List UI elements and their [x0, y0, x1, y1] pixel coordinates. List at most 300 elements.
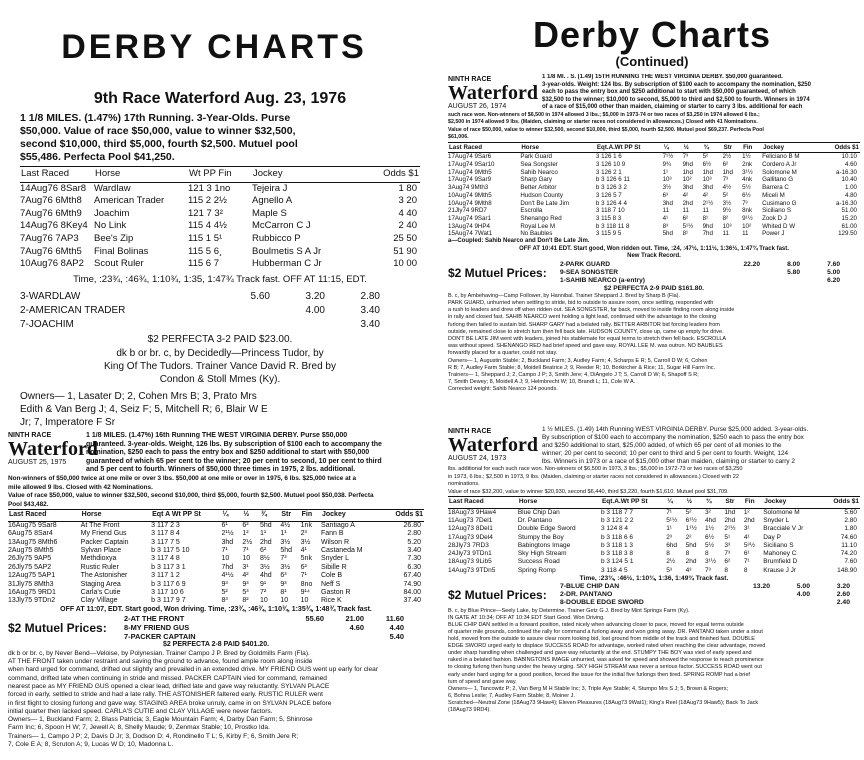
owners-line: Owners— 1, Lasater D; 2, Cohen Mrs B; 3, Prato Mrs — [20, 390, 257, 402]
table-cell: 9¹⁴ — [300, 589, 310, 596]
table-cell: 2hd — [259, 538, 272, 546]
table-cell: Snyder L — [321, 555, 350, 563]
table-cell: 115 4 4½ — [188, 220, 227, 232]
column-header: Last Raced — [449, 498, 484, 506]
table-cell: 14Aug76 8Sar8 — [20, 182, 87, 194]
column-header: Str — [723, 143, 733, 151]
table-cell: 2² — [685, 533, 692, 541]
table-row — [448, 200, 860, 208]
table-cell: 4¹ — [662, 214, 669, 222]
column-header: Eqt A Wt PP St — [152, 511, 201, 519]
comment-line: when hard urged for command, drifted out slightly and prevailed in an extended drive. MY FRIEND GUS went up early for clear — [8, 666, 379, 674]
race-1973-box — [448, 426, 542, 466]
mutuel-row — [560, 277, 840, 285]
table-cell: 10Aug74 9Mth8 — [448, 199, 492, 207]
race-1973-conditions-top — [542, 426, 860, 466]
race-1974-off: OFF AT 10:41 EDT. Start good, Won ridden out. Time, :24, :47½, 1:11½, 1:36½, 1:47¾ Track fast. — [519, 245, 789, 252]
table-cell: 9hd — [682, 161, 693, 168]
table-row — [8, 547, 424, 555]
table-cell: Don't Be Late Jim — [520, 199, 569, 207]
table-cell: 14Aug76 8Key4 — [20, 220, 88, 232]
table-cell: 10.40 — [841, 176, 857, 184]
column-header: Jockey — [763, 143, 785, 151]
table-cell: Power J — [762, 230, 785, 238]
race-1975-mutuels — [124, 615, 404, 641]
table-cell: 5½ — [705, 541, 715, 549]
table-cell: 8nk — [742, 207, 753, 215]
table-cell: 1hd — [722, 168, 733, 176]
mutuel-price: 55.60 — [305, 614, 324, 624]
mutuel-horse: 7-BLUE CHIP DAN — [560, 583, 620, 591]
comment-line: command, drifted late when continuing in stride and missed. PACKER CAPTAIN vied for command, remained — [8, 674, 327, 682]
table-cell: 7.60 — [844, 558, 857, 566]
mutuel-price — [284, 624, 324, 633]
table-cell: 7³ — [705, 566, 711, 574]
table-cell: 6² — [242, 521, 249, 529]
condition-line: lbs. Winners in 1973 or a race of $15,000 other than maiden, claiming or starter to carry 2 — [542, 458, 795, 465]
mutuel-row — [20, 304, 380, 318]
table-cell: 74.20 — [840, 550, 857, 558]
table-cell: 9½ — [722, 207, 732, 215]
mutuel-price: 6.20 — [827, 276, 840, 284]
table-cell: Tejeira J — [252, 182, 288, 194]
table-cell: 3hd — [662, 199, 673, 207]
race-1975 — [8, 432, 424, 749]
table-cell: 5³ — [666, 566, 672, 574]
race-date: AUGUST 26, 1974 — [448, 103, 507, 110]
table-cell: Cole B — [321, 572, 343, 580]
table-cell: b 3 118 7 7 — [600, 508, 633, 516]
table-cell: 5nk — [300, 555, 312, 563]
table-cell: 16Aug75 9Sar8 — [8, 521, 57, 529]
table-cell: 8no — [300, 580, 313, 588]
table-cell: Sibille R — [321, 563, 347, 571]
table-cell: Day P — [763, 533, 781, 541]
breeding-line: dk b or br. c, by Decidedly—Princess Tudor, by — [116, 347, 324, 359]
table-cell: 115 6 7 — [188, 258, 219, 270]
table-cell: 11 — [722, 230, 729, 238]
race-1974-record: New Track Record. — [627, 253, 681, 260]
race-1975-perfecta: $2 PERFECTA 2-8 PAID $401.20. — [162, 641, 270, 649]
mutuel-price — [284, 633, 324, 642]
comment-line: furlong then failed to sustain bid. SHARP GARY had a belated rally. BETTER ARBITOR bid forcing leaders from — [448, 321, 720, 328]
table-cell: 8 — [705, 550, 709, 558]
table-cell: 6¹½ — [685, 516, 697, 524]
comment-line: 7, Cole E A; 8, Scruton A; 9, Lucas W D; 10, Madonna L. — [8, 741, 174, 749]
table-cell: 2hd — [682, 199, 693, 207]
race-1973-header — [448, 426, 860, 466]
table-cell: 15Aug74 7Wat1 — [448, 230, 493, 238]
table-cell: 3 126 1 6 — [595, 153, 622, 161]
mutuel-price — [720, 277, 760, 285]
left-page — [0, 0, 428, 760]
race-1974 — [448, 74, 860, 394]
table-cell: 1¹½ — [685, 525, 697, 533]
table-cell: 8¹ — [702, 214, 709, 222]
mutuel-row — [560, 261, 840, 269]
table-cell: 8 — [666, 550, 670, 558]
table-cell: American Trader — [94, 195, 165, 207]
table-cell: Rice K — [321, 597, 342, 605]
table-cell: 5³½ — [743, 541, 756, 549]
table-cell: 61.00 — [841, 222, 857, 230]
table-cell: 10.10 — [841, 153, 857, 161]
mutuel-horse: 7-PACKER CAPTAIN — [124, 631, 196, 641]
column-header: ½ — [243, 511, 250, 519]
table-cell: 3 126 10 9 — [595, 161, 626, 168]
race-1974-conditions-bottom — [448, 112, 860, 142]
table-cell: 5½ — [742, 184, 751, 192]
comment-line: raked in a belated fashion. BABINGTONS IMAGE unhurried, was asked for speed and showed the response to reach prominence — [448, 657, 764, 664]
table-cell: 3hd — [221, 538, 234, 546]
column-header: Eqt.A.Wt PP St — [601, 498, 648, 506]
table-cell: 7³ — [722, 176, 729, 184]
table-cell: 7² — [259, 589, 267, 596]
table-cell: 51.00 — [841, 207, 857, 215]
table-cell: 8³ — [221, 597, 228, 605]
table-cell: 3½ — [259, 563, 270, 571]
table-cell: No Link — [94, 220, 127, 232]
table-cell: 37.40 — [403, 597, 421, 605]
col-last-raced: Last Raced — [21, 168, 70, 179]
table-cell: a-16.30 — [836, 199, 857, 207]
table-cell: Siciliano S — [762, 207, 791, 215]
table-row — [8, 521, 424, 530]
comment-line: forced in early, settled to stride and had a late rally. THE ASTONISHER faltered early. RUSTIC RULER went — [8, 691, 323, 699]
table-cell: b 3 118 11 8 — [595, 222, 630, 230]
table-cell: Brumfield D — [763, 558, 798, 566]
condition-line: Non-winners of $50,000 twice at one mile or over 3 lbs. $50,000 at one mile or over in 1975, 6 lbs. $25,000 twice at a — [8, 474, 357, 482]
column-header: Eqt.A.Wt PP St — [596, 143, 641, 151]
condition-line: $61,006. — [448, 134, 469, 141]
table-cell: 3¹ — [242, 563, 249, 571]
table-cell: 4nk — [742, 176, 753, 184]
table-cell: 9³ — [280, 580, 287, 588]
table-cell: 10 — [242, 555, 251, 563]
table-cell: 7³ — [724, 550, 731, 558]
table-cell: 12Aug75 5AP1 — [8, 572, 56, 580]
table-cell: 2³ — [300, 530, 307, 538]
table-cell: 8³ — [662, 222, 669, 230]
table-cell: 6Aug75 8Sar4 — [8, 530, 53, 538]
table-cell: b 3 117 3 1 — [151, 563, 186, 571]
table-row — [448, 215, 860, 223]
table-cell: b 3 126 4 4 — [595, 199, 627, 207]
mutuel-price: 21.00 — [345, 614, 364, 624]
race-1974-mutuels — [560, 261, 840, 285]
mutuel-price: 4.60 — [349, 623, 364, 632]
table-cell: b 3 118 6 6 — [600, 533, 633, 541]
table-cell: 31Jly75 8Mth3 — [8, 580, 54, 588]
mutuel-price — [210, 304, 270, 318]
race-1974-table — [448, 142, 860, 238]
race-date: AUGUST 24, 1973 — [448, 455, 507, 462]
mutuel-horse: 2-AMERICAN TRADER — [20, 304, 126, 316]
table-row — [448, 567, 860, 575]
table-cell: 17Aug74 9Sar9 — [448, 176, 492, 184]
table-cell: 5² — [685, 508, 692, 516]
table-cell: 115 2 2½ — [188, 195, 227, 207]
table-header — [20, 167, 420, 183]
table-cell: 84.00 — [403, 589, 421, 596]
table-cell: 51 90 — [393, 245, 417, 257]
race-1973-table — [448, 496, 860, 575]
table-cell: 7hd — [702, 230, 713, 238]
condition-line: and 5 per cent to fourth. Winners of $50,000 three times in 1975, 2 lbs. additional. — [86, 466, 356, 474]
comment-line: of quarter mile grounds, continued the rally for command a furlong away and won going away. DR. PANTANO taken under a stout — [448, 628, 763, 635]
table-cell: Spring Romp — [517, 566, 556, 574]
table-row — [448, 223, 860, 231]
comment-line: dk b or br. c, by Never Bend—Veloise, by Polynesian. Trainer Campo J P. Bred by Goldmills Farm (Fla). — [8, 649, 310, 657]
table-cell: Joachim — [94, 207, 130, 219]
table-cell: b 3 121 2 2 — [600, 516, 634, 524]
table-cell: 10 — [280, 597, 289, 605]
table-cell: 8 — [724, 566, 729, 574]
mutuel-row — [560, 599, 850, 607]
col-jockey: Jockey — [253, 168, 283, 179]
table-cell: 7.30 — [407, 555, 421, 563]
table-row — [448, 184, 860, 192]
column-header: Horse — [81, 511, 102, 519]
mutuel-price — [324, 633, 364, 642]
table-cell: 115 1 5¹ — [188, 232, 223, 244]
comment-line: Corrected weight: Sahib Nearco 124 pounds. — [448, 386, 558, 393]
table-cell: 3 117 8 4 — [151, 530, 180, 538]
table-cell: 1hd — [702, 168, 713, 176]
mutuel-price: 5.00 — [827, 268, 840, 276]
race-1975-table — [8, 509, 424, 605]
table-cell: 3½ — [300, 538, 311, 546]
comment-line: Trainers— 1, Sheppard J; 2, Campo J P; 3, Smith Jere; 4, DiAngelo J T; 5, Carroll D W; 6, Shapoff S R; — [448, 372, 699, 379]
table-cell: 9¾ — [662, 161, 672, 168]
condition-line: guaranteed. 3-year-olds. Weight, 126 lbs. By subscription of $100 each to accompany the — [86, 440, 382, 448]
table-cell: 24Jly73 9TDn1 — [448, 550, 492, 558]
table-header — [448, 497, 860, 508]
race-1975-off: OFF AT 11:07, EDT. Start good, Won driving. Time, :23¾, :46¾, 1:10¾, 1:35¾, 1:48¾ Track fast. — [60, 605, 372, 613]
mutuel-price: 5.80 — [787, 268, 800, 276]
table-row — [8, 572, 424, 580]
comment-line: was without speed. SHENANGO RED had brief speed and gave way. ROYAL LEE M. was outrun. NO BAUBLES — [448, 343, 723, 350]
table-cell: Rubbicco P — [252, 232, 301, 244]
condition-line: and $250 additional to start, $25,000 added, of which 65 per cent of all monies to the — [542, 442, 782, 449]
mutuel-label: $2 Mutuel Prices: — [8, 621, 107, 636]
table-cell: 8² — [242, 597, 249, 605]
table-cell: 6½ — [742, 191, 751, 199]
table-cell: The Astonisher — [80, 572, 128, 580]
table-cell: 18Aug73 9Lib5 — [448, 558, 492, 566]
column-header: Str — [281, 511, 292, 519]
race-1973-comment — [448, 608, 860, 714]
table-cell: Whited D W — [762, 222, 796, 230]
table-row — [20, 246, 420, 259]
table-cell: Castaneda M — [321, 546, 363, 554]
table-cell: b 3 118 1 3 — [600, 541, 633, 549]
mutuel-price — [770, 599, 810, 607]
comment-line: B. c, by Blue Prince—Seely Lake, by Determine. Trainer Getz G J. Bred by Mint Springs Farm (Ky). — [448, 607, 690, 614]
table-cell: Gallitano G — [762, 176, 794, 184]
table-cell: Hubberman C Jr — [252, 258, 322, 270]
mutuel-row — [560, 269, 840, 277]
table-cell: 2hd — [743, 516, 755, 524]
table-cell: 2hd — [724, 516, 736, 524]
table-cell: 1 80 — [398, 182, 417, 194]
table-cell: 9³ — [221, 580, 228, 588]
condition-line: 1 ½ MILES. (1.49) 14th Running WEST VIRGINIA DERBY. Purse $25,000 added. 3-year-olds. — [542, 426, 809, 433]
column-header: Horse — [518, 498, 538, 506]
condition-line: Value of race $32,200, value to winner $20,930, second $6,440, third $3,220, fourth $1,610. Mutuel pool $31,709. — [448, 488, 729, 495]
table-cell: 6³ — [280, 572, 287, 580]
race-1975-conditions-bottom — [8, 475, 424, 509]
condition-line: such race won. Non-winners of $6,500 in 1974 allowed 3 lbs.; $5,000 in 1973-74 or two races of $3,250 in 1974 allowed 6 lbs.; — [448, 111, 760, 118]
race-1973-mutuels — [560, 583, 850, 608]
table-cell: My Friend Gus — [80, 530, 127, 538]
table-cell: 4.60 — [844, 161, 857, 168]
column-header: Odds $1 — [395, 511, 423, 519]
table-row — [20, 195, 420, 208]
column-header: Str — [725, 498, 735, 506]
table-cell: b 3 117 5 10 — [151, 546, 190, 554]
table-cell: Wardlaw — [94, 182, 131, 194]
table-cell: At The Front — [80, 521, 120, 529]
comment-line: PARK GUARD, unhurried when settling to stride, bid to outside to assure room, once settling, responded with — [448, 300, 714, 307]
table-cell: 8² — [722, 214, 729, 222]
race-1976-time: Time, :23¾, :46¾, 1:10¾, 1:35, 1:47¾ Track fast. OFF AT 11:15, EDT. — [73, 273, 367, 285]
table-cell: 6hd — [666, 541, 678, 549]
race-1976-table — [20, 166, 420, 271]
mutuel-price — [730, 599, 770, 607]
column-header: ¾ — [706, 498, 712, 506]
table-cell: 6¹ — [221, 521, 228, 529]
race-1976-conditions — [20, 112, 420, 164]
table-cell: Sky High Stream — [517, 550, 567, 558]
table-cell: Miceli M — [762, 191, 785, 199]
table-cell: Agnello A — [252, 195, 293, 207]
comment-line: DON'T BE LATE JIM went with leaders, joined his stablemate for equal terms to stretch then fell back. ESCROLLA — [448, 336, 727, 343]
comment-line: forwardly placed for a quarter, could not stay. — [448, 350, 558, 357]
comment-line: Farm Inc; 6, Spoon H W; 7, Jewell A; 8, Shelly Maude; 9, Zenmax Stable; 10, Prostko Ida. — [8, 724, 270, 732]
race-1976-breeding — [20, 347, 420, 386]
table-cell: Success Road — [517, 558, 560, 566]
table-cell: Staging Area — [80, 580, 121, 588]
comment-line: under sharp handling when challenged and gave way reluctantly at the end. STUMPY THE BOY was vied of early speed and — [448, 650, 752, 657]
table-cell: 8¹ — [682, 230, 689, 238]
table-cell: 3hd — [682, 184, 693, 192]
table-row — [448, 192, 860, 200]
table-cell: 3 118 4 5 — [600, 566, 628, 574]
table-cell: 10Aug76 8AP2 — [20, 258, 84, 270]
table-cell: 9hd — [702, 222, 713, 230]
table-cell: 4 40 — [398, 207, 417, 219]
race-label: NINTH RACE — [448, 428, 492, 435]
column-header: Horse — [521, 143, 539, 151]
table-cell: 11 — [682, 207, 689, 215]
table-cell: 13Aug75 8Mth6 — [8, 538, 58, 546]
table-cell: 3 115 9 5 — [595, 230, 622, 238]
table-row — [448, 525, 860, 533]
table-cell: 4² — [702, 191, 709, 199]
table-cell: 10² — [742, 222, 752, 230]
table-cell: 3¹½ — [742, 168, 753, 176]
comment-line: IN GATE AT 10:34; OFF AT 10:34 EDT Start Good. Won Driving. — [448, 614, 605, 621]
comment-line: R B; 7, Audley Farm Stable; 8, Moidell Beatrice J; 9, Reeder R; 10, Borkircher & Rice; 11, Sugar Hill Farm Inc. — [448, 364, 716, 371]
comment-line: Scratched—Neutral Zone (18Aug73 9Haw4); Eleven Pleasures (18Aug73 9Wat1); King's Reel (18Aug73 9Haw5); Back To Jack — [448, 699, 759, 706]
table-cell: 8¹ — [280, 589, 287, 596]
table-header — [448, 142, 860, 153]
table-cell: 5hd — [662, 230, 673, 238]
table-cell: 3½ — [280, 563, 291, 571]
table-cell: 2³ — [666, 533, 672, 541]
mutuel-price: 8.00 — [787, 260, 800, 268]
table-cell: 13Aug74 9HP4 — [448, 222, 490, 230]
table-cell: 8½ — [259, 555, 270, 563]
table-cell: Carla's Cutie — [80, 589, 121, 596]
race-1976-heading: 9th Race Waterford Aug. 23, 1976 — [93, 90, 347, 107]
table-cell: 1¹ — [259, 530, 267, 538]
table-cell: 11 — [662, 207, 669, 215]
table-row — [448, 517, 860, 525]
table-cell: 6½ — [705, 533, 715, 541]
column-header: ¾ — [260, 511, 267, 519]
table-cell: 2½ — [242, 538, 253, 546]
table-cell: b 3 117 6 9 — [151, 580, 186, 588]
table-cell: Final Bolinas — [94, 245, 149, 257]
table-cell: 17Aug74 9Sar1 — [448, 214, 492, 222]
table-cell: Sahib Nearco — [520, 168, 558, 176]
comment-line: EDGE SWORD urged early to displace SUCCESS ROAD for advantage, worked rated when reaching the clear advantage, moved — [448, 643, 766, 650]
race-1973-mutuel-block — [448, 583, 860, 608]
column-header: ½ — [683, 143, 689, 151]
table-cell: 16Aug75 9RD1 — [8, 589, 56, 596]
table-cell: 17Aug74 9Mth5 — [448, 168, 492, 176]
table-cell: Stumpy the Boy — [517, 533, 564, 541]
table-cell: 18Aug73 9Haw4 — [448, 508, 497, 516]
table-cell: 15.20 — [841, 214, 857, 222]
table-cell: 7¹½ — [662, 153, 674, 161]
table-cell: 3.40 — [407, 546, 421, 554]
condition-line: $50,000. Value of race $50,000, value to winner $32,500, — [20, 125, 296, 137]
table-row — [448, 508, 860, 517]
comment-line: nearest pace as MY FRIEND GUS opened a clear lead, drifted late and gave way reluctantly. SYLVAN PLACE — [8, 682, 330, 690]
table-cell: 5¹½ — [682, 222, 694, 230]
comment-line: AT THE FRONT taken under restraint and saving the ground to advance, found ample room along inside — [8, 658, 313, 666]
table-cell: 1¹ — [666, 525, 672, 533]
condition-line: Value of race $50,000, value to winner $32,500, second $10,000, third $5,000, fourth $2,500. Mutuel pool $69,237. Perfecta Pool — [448, 126, 764, 133]
table-cell: 1¹ — [280, 530, 287, 538]
table-cell: 4³ — [685, 566, 692, 574]
mutuel-label: $2 Mutuel Prices: — [448, 588, 547, 603]
race-1976-perfecta: $2 PERFECTA 3-2 PAID $23.00. — [147, 333, 293, 345]
table-row — [20, 208, 420, 221]
race-1975-mutuel-block — [8, 615, 424, 641]
table-cell: 26Jly75 5AP2 — [8, 563, 52, 571]
mutuel-horse: 9-SEA SONGSTER — [560, 268, 619, 276]
table-cell: 7³ — [682, 153, 689, 161]
table-cell: 14Aug73 9TDn5 — [448, 566, 496, 574]
table-cell: 3² — [705, 508, 711, 516]
comment-line: a rush to leaders and drew off when ridden out. SEA SONGSTER, far back, moved to inside finding room along inside — [448, 307, 735, 314]
table-cell: Babingtons Image — [517, 541, 571, 549]
table-row — [20, 220, 420, 233]
table-cell: 10 00 — [393, 258, 417, 270]
table-cell: 6² — [300, 563, 307, 571]
table-cell: 3 124 8 4 — [600, 525, 629, 533]
table-cell: 11 — [702, 207, 709, 215]
table-cell: 10 — [300, 597, 309, 605]
table-cell: 74.60 — [840, 533, 857, 541]
table-cell: 21Jly74 9RD7 — [448, 207, 487, 215]
comment-line: 6, Bohna Leslie; 7, Audley Farm Stable; 8, Moiner J. — [448, 692, 575, 699]
table-cell: 3hd — [702, 184, 713, 192]
